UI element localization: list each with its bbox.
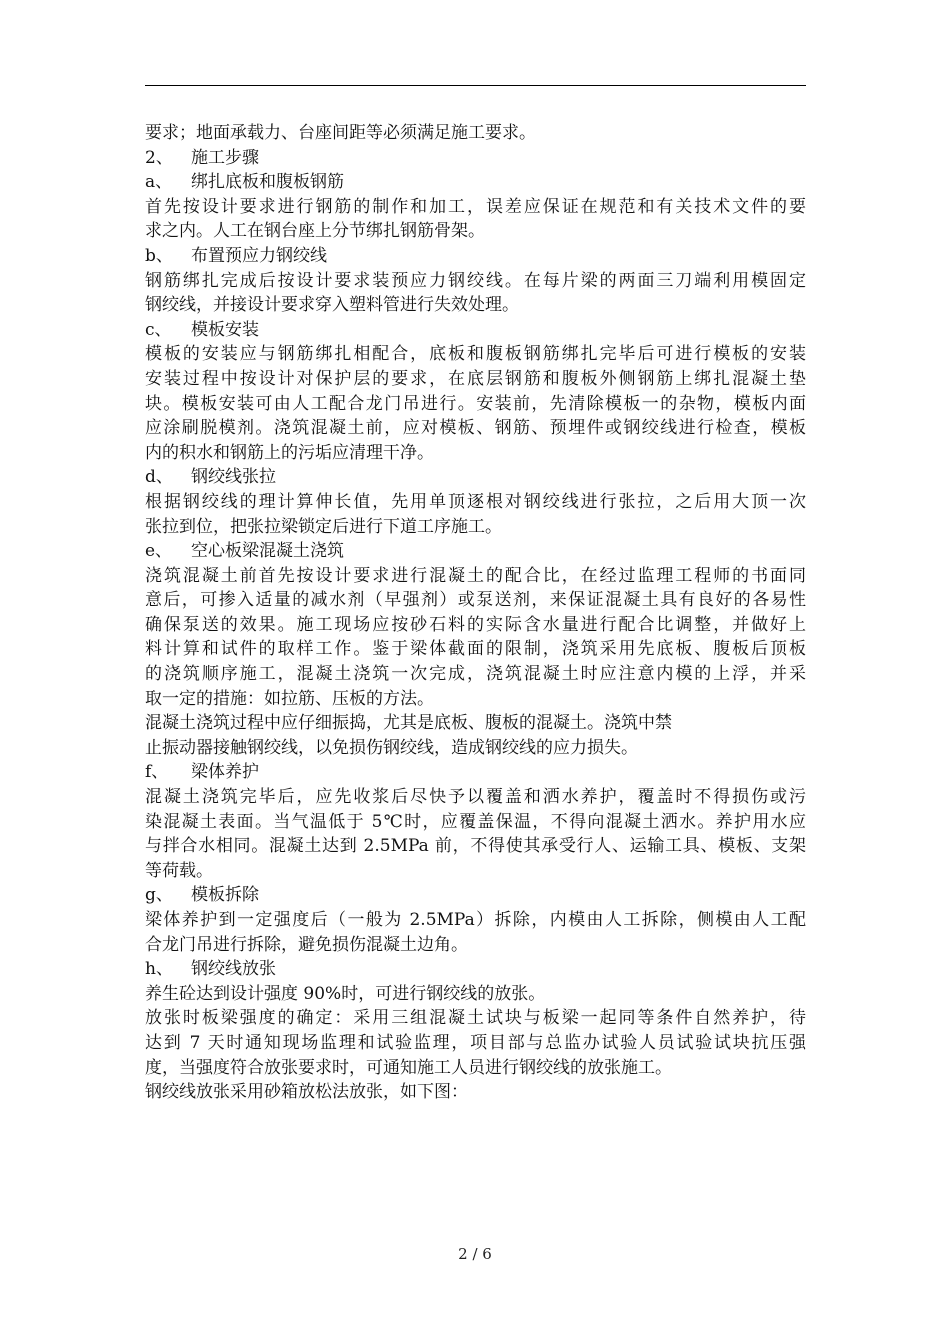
paragraph-line: 求之内。人工在钢台座上分节绑扎钢筋骨架。 xyxy=(145,221,485,242)
paragraph-line: 度，当强度符合放张要求时，可通知施工人员进行钢绞线的放张施工。 xyxy=(145,1057,672,1078)
section-number: 2、 xyxy=(145,147,173,168)
section-title: 布置预应力钢绞线 xyxy=(191,245,327,266)
section-number: a、 xyxy=(145,172,173,193)
paragraph-line: 钢绞线，并接设计要求穿入塑料管进行失效处理。 xyxy=(145,295,519,316)
section-heading xyxy=(145,760,806,785)
paragraph-line: 等荷载。 xyxy=(145,860,213,881)
paragraph-line: 意后，可掺入适量的减水剂（早强剂）或泵送剂，来保证混凝土具有良好的各易性 xyxy=(145,590,806,611)
section-title: 模板安装 xyxy=(191,319,259,340)
paragraph-line: 止振动器接触钢绞线，以免损伤钢绞线，造成钢绞线的应力损失。 xyxy=(145,737,638,758)
section-title: 模板拆除 xyxy=(191,885,259,906)
paragraph-line: 料计算和试件的取样工作。鉴于梁体截面的限制，浇筑采用先底板、腹板后顶板 xyxy=(145,639,806,660)
paragraph-line: 浇筑混凝土前首先按设计要求进行混凝土的配合比，在经过监理工程师的书面同 xyxy=(145,565,806,586)
paragraph-line: 根据钢绞线的理计算伸长值，先用单顶逐根对钢绞线进行张拉，之后用大顶一次 xyxy=(145,491,806,512)
section-heading xyxy=(145,170,806,195)
paragraph-line: 放张时板梁强度的确定：采用三组混凝土试块与板梁一起同等条件自然养护，待 xyxy=(145,1008,806,1029)
section-heading xyxy=(145,244,806,269)
paragraph-line: 合龙门吊进行拆除，避免损伤混凝土边角。 xyxy=(145,934,468,955)
paragraph-line: 与拌合水相同。混凝土达到 2.5MPa 前，不得使其承受行人、运输工具、模板、支架 xyxy=(145,836,806,857)
paragraph-line: 染混凝土表面。当气温低于 5℃时，应覆盖保温，不得向混凝土洒水。养护用水应 xyxy=(145,811,806,832)
paragraph-line: 达到 7 天时通知现场监理和试验监理，项目部与总监办试验人员试验试块抗压强 xyxy=(145,1032,806,1053)
paragraph-line: 内的积水和钢筋上的污垢应清理干净。 xyxy=(145,442,434,463)
section-title: 梁体养护 xyxy=(191,762,259,783)
section-number: e、 xyxy=(145,541,173,562)
paragraph-line: 首先按设计要求进行钢筋的制作和加工，误差应保证在规范和有关技术文件的要 xyxy=(145,196,806,217)
paragraph-line: 的浇筑顺序施工，混凝土浇筑一次完成，浇筑混凝土时应注意内模的上浮，并采 xyxy=(145,664,806,685)
paragraph-line: 要求；地面承载力、台座间距等必须满足施工要求。 xyxy=(145,123,536,143)
section-heading xyxy=(145,883,806,908)
section-title: 钢绞线放张 xyxy=(191,959,276,980)
paragraph-line: 养生砼达到设计强度 90%时，可进行钢绞线的放张。 xyxy=(145,983,546,1004)
paragraph-line: 混凝土浇筑完毕后，应先收浆后尽快予以覆盖和洒水养护，覆盖时不得损伤或污 xyxy=(145,787,806,808)
section-title: 空心板梁混凝土浇筑 xyxy=(191,541,344,562)
section-title: 绑扎底板和腹板钢筋 xyxy=(191,172,344,193)
section-heading xyxy=(145,318,806,343)
paragraph-line: 取一定的措施：如拉筋、压板的方法。 xyxy=(145,688,434,709)
paragraph-line: 模板的安装应与钢筋绑扎相配合，底板和腹板钢筋绑扎完毕后可进行模板的安装 xyxy=(145,344,806,365)
section-number: f、 xyxy=(145,762,169,783)
section-number: h、 xyxy=(145,959,173,980)
page-number: 2 / 6 xyxy=(458,1245,492,1263)
section-number: c、 xyxy=(145,319,172,340)
document-body xyxy=(145,121,806,1105)
section-heading xyxy=(145,539,806,564)
header-rule xyxy=(145,85,806,86)
section-heading xyxy=(145,465,806,490)
paragraph-line: 混凝土浇筑过程中应仔细振捣，尤其是底板、腹板的混凝土。浇筑中禁 xyxy=(145,713,672,734)
section-number: b、 xyxy=(145,245,173,266)
paragraph-line: 确保泵送的效果。施工现场应按砂石料的实际含水量进行配合比调整，并做好上 xyxy=(145,614,806,635)
section-title: 钢绞线张拉 xyxy=(191,467,276,488)
section-heading xyxy=(145,146,806,171)
section-title: 施工步骤 xyxy=(191,147,259,168)
paragraph-line: 安装过程中按设计对保护层的要求，在底层钢筋和腹板外侧钢筋上绑扎混凝土垫 xyxy=(145,368,806,389)
section-number: d、 xyxy=(145,467,173,488)
paragraph-line: 钢绞线放张采用砂箱放松法放张，如下图： xyxy=(145,1082,468,1103)
paragraph-line: 应涂刷脱模剂。浇筑混凝土前，应对模板、钢筋、预埋件或钢绞线进行检查，模板 xyxy=(145,418,806,439)
paragraph-line: 块。模板安装可由人工配合龙门吊进行。安装前，先清除模板一的杂物，模板内面 xyxy=(145,393,806,414)
paragraph-line: 梁体养护到一定强度后（一般为 2.5MPa）拆除，内模由人工拆除，侧模由人工配 xyxy=(145,910,806,930)
section-heading xyxy=(145,957,806,982)
paragraph-line: 钢筋绑扎完成后按设计要求装预应力钢绞线。在每片梁的两面三刀端利用模固定 xyxy=(145,270,806,291)
section-number: g、 xyxy=(145,885,173,906)
paragraph-line: 张拉到位，把张拉梁锁定后进行下道工序施工。 xyxy=(145,516,502,537)
